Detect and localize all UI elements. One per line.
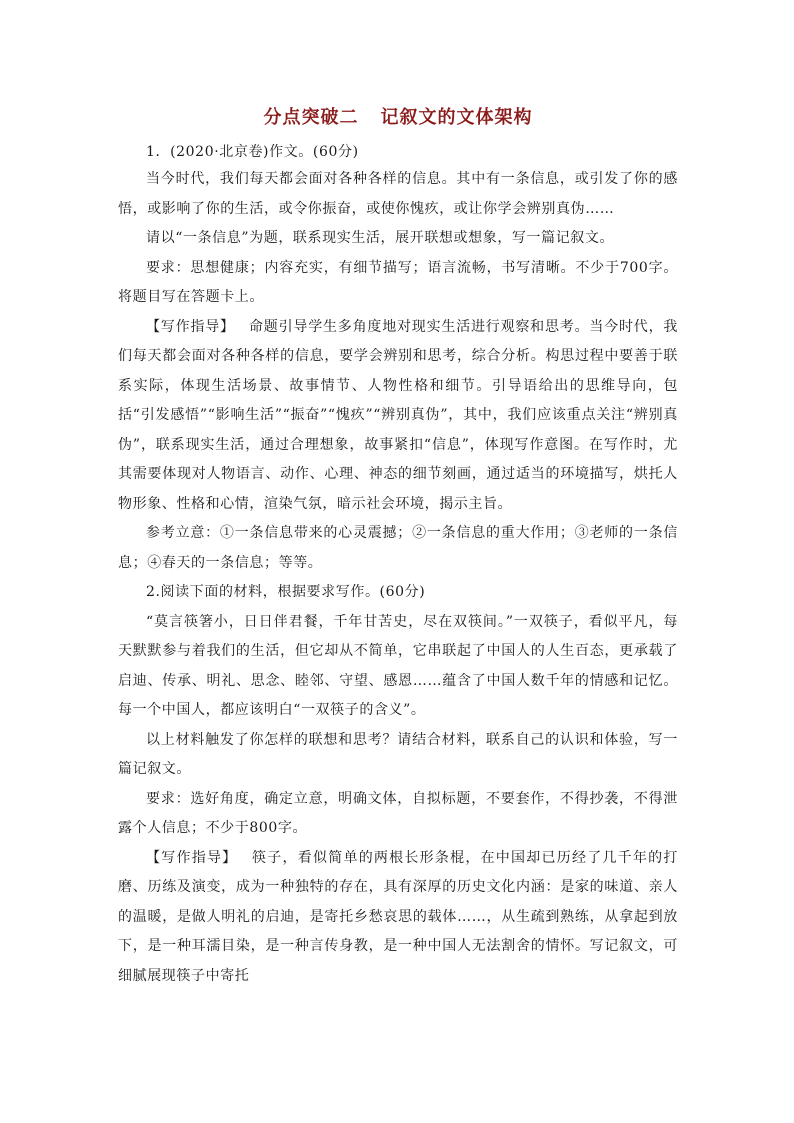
question-2-requirement: 要求：选好角度，确定立意，明确文体，自拟标题，不要套作，不得抄袭，不得泄露个人信息；不少于800字。 bbox=[118, 790, 678, 836]
question-1-requirement: 要求：思想健康；内容充实，有细节描写；语言流畅，书写清晰。不少于700字。将题目写在答题卡上。 bbox=[118, 259, 678, 305]
question-2-guide bbox=[118, 844, 678, 992]
question-1-reference: 参考立意：①一条信息带来的心灵震撼；②一条信息的重大作用；③老师的一条信息；④春天的一条信息；等等。 bbox=[118, 525, 678, 571]
document-page bbox=[118, 103, 678, 991]
question-1-guide-label: 【写作指导】 bbox=[146, 318, 235, 335]
question-1-guide bbox=[118, 313, 678, 520]
question-2-material: “莫言筷箸小，日日伴君餐，千年甘苦史，尽在双筷间。”一双筷子，看似平凡，每天默默参与着我们的生活，但它却从不简单，它串联起了中国人的人生百态，更承载了启迪、传承、明礼、思念、睦邻、守望、感恩……蕴含了中国人数千年的情感和记忆。每一个中国人，都应该明白“一双筷子的含义”。 bbox=[118, 613, 678, 718]
question-1-prompt-2: 请以“一条信息”为题，联系现实生活，展开联想或想象，写一篇记叙文。 bbox=[146, 230, 615, 246]
title-part-2: 记叙文的文体架构 bbox=[380, 107, 533, 128]
question-1-prompt-1: 当今时代，我们每天都会面对各种各样的信息。其中有一条信息，或引发了你的感悟，或影响了你的生活，或令你振奋，或使你愧疚，或让你学会辨别真伪…… bbox=[118, 171, 678, 217]
question-2-prompt: 以上材料触发了你怎样的联想和思考？请结合材料，联系自己的认识和体验，写一篇记叙文。 bbox=[118, 731, 678, 777]
question-2-heading: 2.阅读下面的材料，根据要求写作。(60分) bbox=[146, 584, 426, 600]
section-title bbox=[118, 103, 678, 133]
question-1-heading: 1．(2020·北京卷)作文。(60分) bbox=[146, 144, 359, 160]
question-2-guide-label: 【写作指导】 bbox=[146, 849, 238, 866]
question-1-guide-text: 命题引导学生多角度地对现实生活进行观察和思考。当今时代，我们每天都会面对各种各样的信息，要学会辨别和思考，综合分析。构思过程中要善于联系实际，体现生活场景、故事情节、人物性格和细节。引导语给出的思维导向，包括“引发感悟”“影响生活”“振奋”“愧疚”“辨别真伪”，其中，我们应该重点关注“辨别真伪”，联系现实生活，通过合理想象，故事紧扣“信息”，体现写作意图。在写作时，尤其需要体现对人物语言、动作、心理、神态的细节刻画，通过适当的环境描写，烘托人物形象、性格和心情，渲染气氛，暗示社会环境，揭示主旨。 bbox=[118, 318, 678, 512]
question-2-guide-text: 筷子，看似简单的两根长形条棍，在中国却已历经了几千年的打磨、历练及演变，成为一种独特的存在，具有深厚的历史文化内涵：是家的味道、亲人的温暖，是做人明礼的启迪，是寄托乡愁哀思的载体……，从生疏到熟练，从拿起到放下，是一种耳濡目染，是一种言传身教，是一种中国人无法割舍的情怀。写记叙文，可细腻展现筷子中寄托 bbox=[118, 849, 678, 984]
title-part-1: 分点突破二 bbox=[263, 107, 359, 128]
